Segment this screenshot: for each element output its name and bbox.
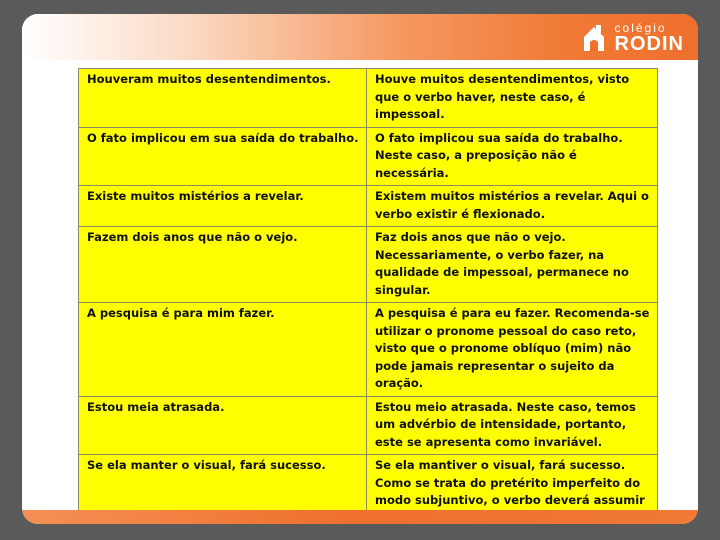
table-row — [79, 303, 658, 397]
incorrect-sentence: Estou meia atrasada. — [79, 396, 367, 455]
incorrect-sentence: A pesquisa é para mim fazer. — [79, 303, 367, 397]
incorrect-sentence: Se ela manter o visual, fará sucesso. — [79, 455, 367, 525]
correct-sentence: Se ela mantiver o visual, fará sucesso. Como se trata do pretérito imperfeito do modo subjuntivo, o verbo deverá assumir — [367, 455, 658, 525]
logo-big-text: RODIN — [614, 33, 684, 55]
footer-bar — [22, 510, 698, 524]
incorrect-sentence: Existe muitos mistérios a revelar. — [79, 186, 367, 227]
rodin-logo — [581, 20, 684, 56]
correct-sentence: O fato implicou sua saída do trabalho. Neste caso, a preposição não é necessária. — [367, 127, 658, 186]
table-row — [79, 396, 658, 455]
incorrect-sentence: Houveram muitos desentendimentos. — [79, 69, 367, 128]
logo-small-text: colégio — [614, 21, 667, 35]
table-row — [79, 186, 658, 227]
table-row — [79, 127, 658, 186]
incorrect-sentence: Fazem dois anos que não o vejo. — [79, 227, 367, 303]
correct-sentence: Existem muitos mistérios a revelar. Aqui o verbo existir é flexionado. — [367, 186, 658, 227]
correct-sentence: Houve muitos desentendimentos, visto que o verbo haver, neste caso, é impessoal. — [367, 69, 658, 128]
table-row — [79, 227, 658, 303]
correct-sentence: Faz dois anos que não o vejo. Necessariamente, o verbo fazer, na qualidade de impessoal, permanece no singular. — [367, 227, 658, 303]
incorrect-sentence: O fato implicou em sua saída do trabalho. — [79, 127, 367, 186]
correct-sentence: Estou meio atrasada. Neste caso, temos um advérbio de intensidade, portanto, este se apresenta como invariável. — [367, 396, 658, 455]
correct-sentence: A pesquisa é para eu fazer. Recomenda-se utilizar o pronome pessoal do caso reto, visto que o pronome oblíquo (mim) não pode jamais representar o sujeito da oração. — [367, 303, 658, 397]
table-row — [79, 69, 658, 128]
grammar-table — [78, 68, 658, 524]
slide — [22, 14, 698, 524]
header-bar — [22, 14, 698, 60]
rodin-logo-icon — [581, 23, 607, 53]
